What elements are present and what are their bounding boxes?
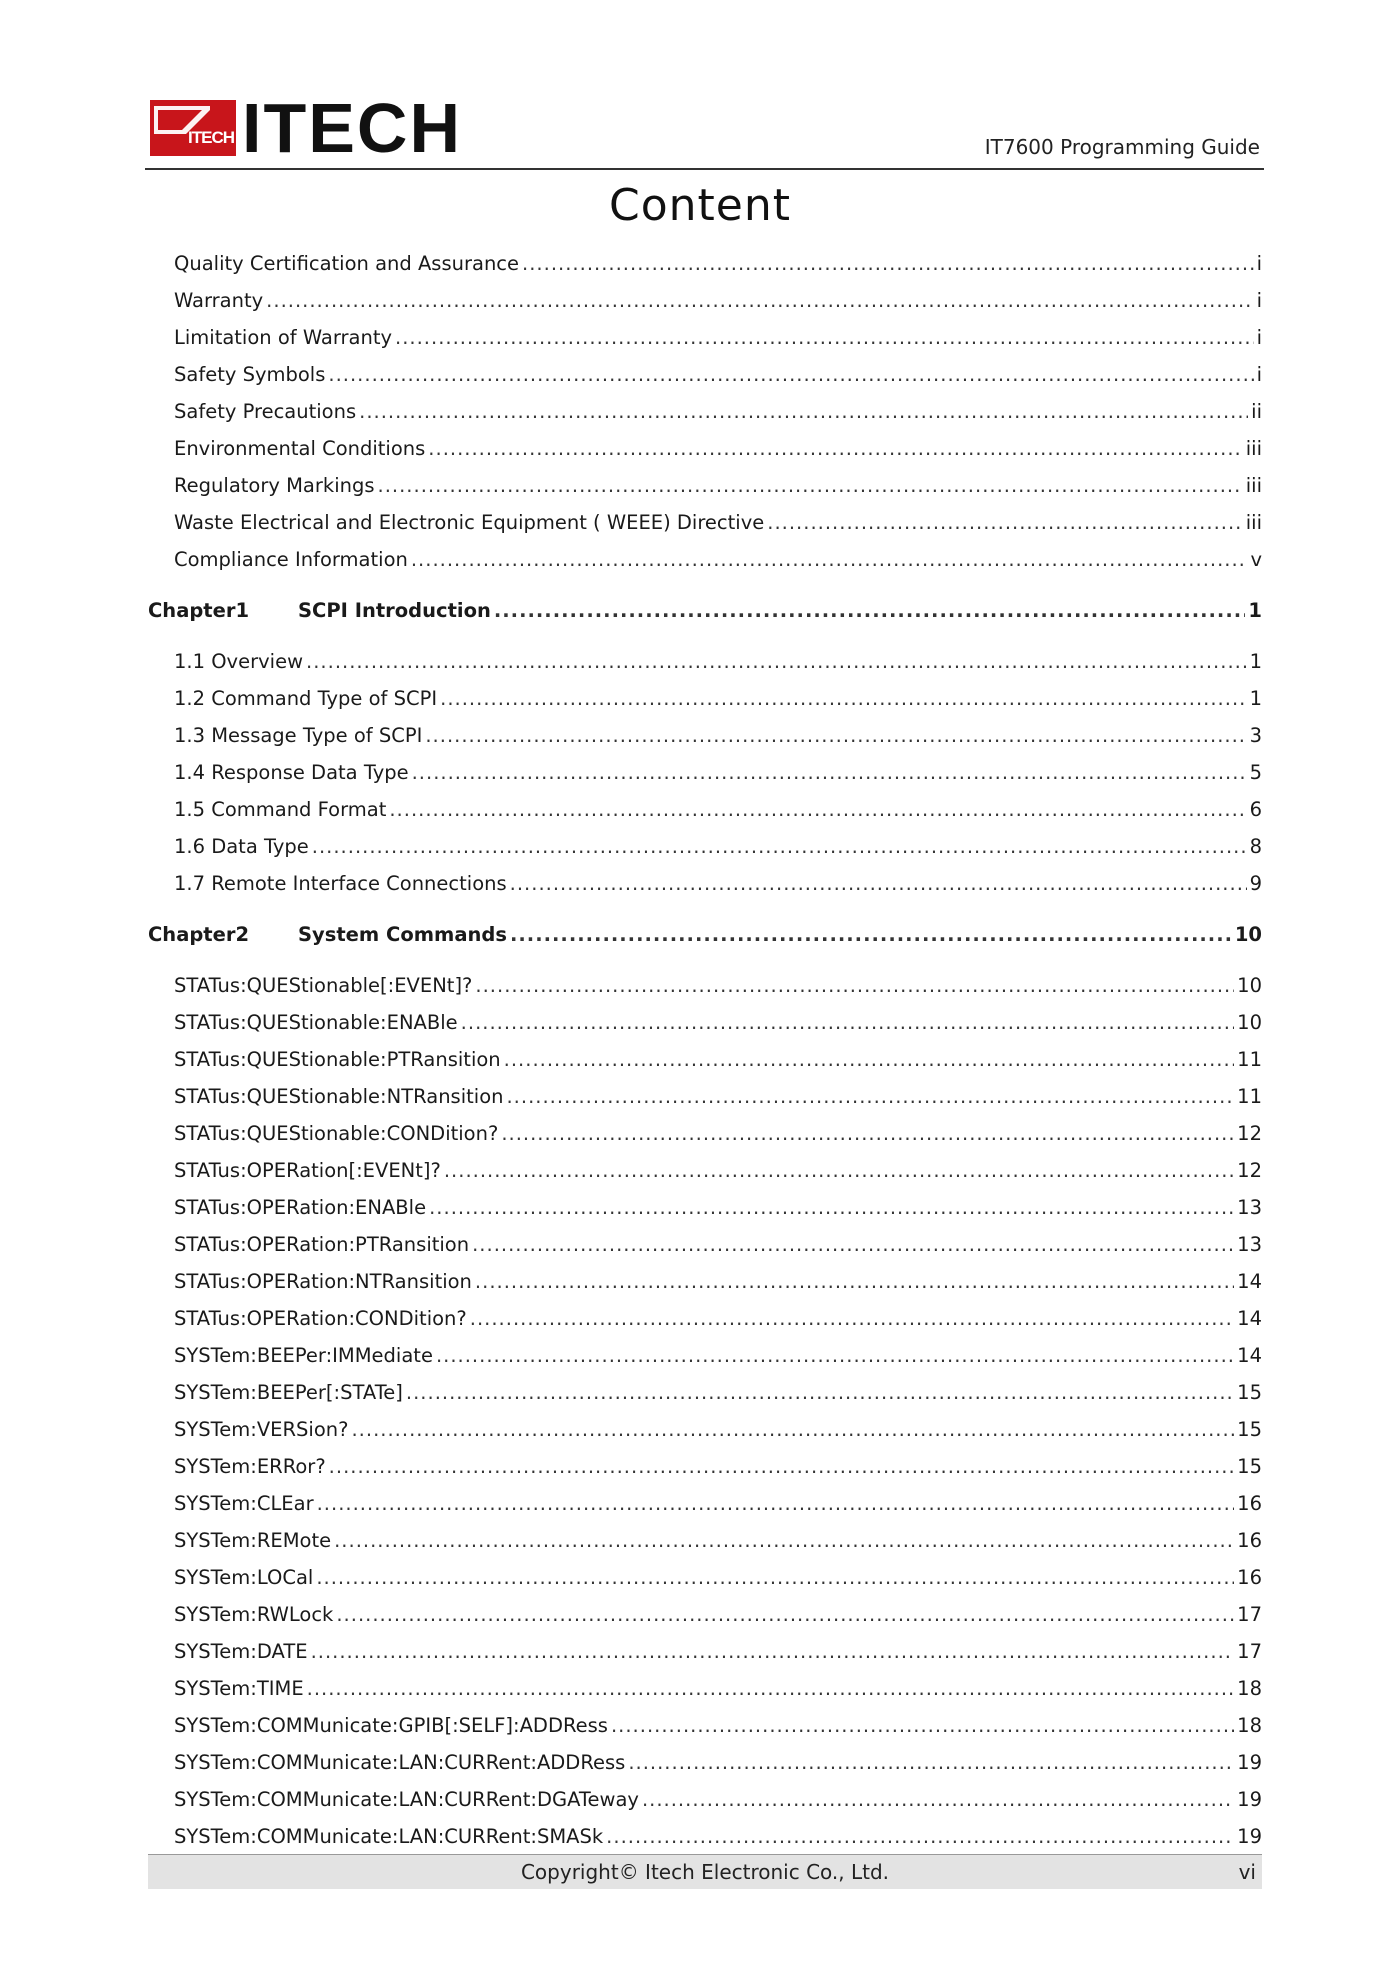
toc-entry[interactable] [148, 1115, 1262, 1152]
toc-entry-label: Regulatory Markings [174, 474, 375, 497]
toc-entry-page: 1 [1248, 599, 1262, 622]
dot-leader [306, 650, 1247, 673]
toc-entry[interactable] [148, 1152, 1262, 1189]
toc-entry[interactable] [148, 393, 1262, 430]
toc-chapter-entry[interactable] [148, 916, 1262, 953]
dot-leader [461, 1011, 1235, 1034]
toc-entry-page: ii [1251, 400, 1262, 423]
page-title: Content [609, 180, 791, 231]
toc-entry-page: 1 [1249, 687, 1262, 710]
toc-entry-page: 16 [1237, 1529, 1262, 1552]
toc-entry-label: SCPI Introduction [298, 599, 491, 622]
page-header [145, 89, 1264, 170]
toc-entry-page: 1 [1249, 650, 1262, 673]
dot-leader [425, 724, 1246, 747]
toc-entry-label: 1.1 Overview [174, 650, 304, 673]
toc-entry[interactable] [148, 865, 1262, 902]
toc-entry[interactable] [148, 1078, 1262, 1115]
dot-leader [611, 1714, 1234, 1737]
toc-entry-page: 15 [1237, 1381, 1262, 1404]
copyright-text: Copyright© Itech Electronic Co., Ltd. [520, 1860, 890, 1884]
dot-leader [329, 1455, 1235, 1478]
toc-entry-page: 18 [1237, 1677, 1262, 1700]
toc-entry-page: 10 [1237, 1011, 1262, 1034]
toc-entry-page: 5 [1249, 761, 1262, 784]
toc-entry-page: 19 [1237, 1825, 1262, 1848]
toc-entry-label: SYSTem:COMMunicate:LAN:CURRent:SMASk [174, 1825, 604, 1848]
toc-entry[interactable] [148, 1337, 1262, 1374]
dot-leader [307, 1677, 1235, 1700]
chapter-number: Chapter2 [148, 923, 250, 946]
dot-leader [395, 326, 1254, 349]
toc-entry[interactable] [148, 1300, 1262, 1337]
chapter-number: Chapter1 [148, 599, 250, 622]
toc-entry[interactable] [148, 1818, 1262, 1855]
toc-entry[interactable] [148, 1522, 1262, 1559]
toc-entry-label: SYSTem:COMMunicate:GPIB[:SELF]:ADDRess [174, 1714, 608, 1737]
toc-entry[interactable] [148, 1411, 1262, 1448]
toc-entry-page: 3 [1249, 724, 1262, 747]
brand-wordmark: ITECH [242, 89, 462, 167]
dot-leader [510, 923, 1232, 946]
toc-entry-page: 12 [1237, 1122, 1262, 1145]
toc-entry-label: 1.5 Command Format [174, 798, 387, 821]
toc-entry-page: 12 [1237, 1159, 1262, 1182]
toc-entry-label: SYSTem:COMMunicate:LAN:CURRent:DGATeway [174, 1788, 639, 1811]
toc-entry[interactable] [148, 1744, 1262, 1781]
toc-entry-page: iii [1245, 511, 1262, 534]
dot-leader [642, 1788, 1234, 1811]
toc-entry-label: SYSTem:LOCal [174, 1566, 314, 1589]
toc-entry-page: iii [1245, 474, 1262, 497]
toc-entry-label: Quality Certification and Assurance [174, 252, 520, 275]
toc-entry-page: 18 [1237, 1714, 1262, 1737]
toc-entry[interactable] [148, 1707, 1262, 1744]
toc-entry-page: 10 [1237, 974, 1262, 997]
dot-leader [311, 1640, 1235, 1663]
table-of-contents [148, 245, 1262, 1855]
toc-entry[interactable] [148, 1670, 1262, 1707]
dot-leader [266, 289, 1253, 312]
toc-entry-label: STATus:OPERation:ENABle [174, 1196, 427, 1219]
dot-leader [506, 1085, 1234, 1108]
toc-entry-label: SYSTem:VERSion? [174, 1418, 349, 1441]
logo-mark-icon [150, 100, 236, 156]
dot-leader [522, 252, 1254, 275]
toc-entry[interactable] [148, 319, 1262, 356]
toc-entry-page: 11 [1237, 1085, 1262, 1108]
dot-leader [494, 599, 1246, 622]
toc-entry-page: 13 [1237, 1233, 1262, 1256]
dot-leader [767, 511, 1242, 534]
dot-leader [444, 1159, 1234, 1182]
toc-entry[interactable] [148, 1041, 1262, 1078]
toc-entry[interactable] [148, 643, 1262, 680]
toc-entry[interactable] [148, 791, 1262, 828]
toc-entry-label: SYSTem:REMote [174, 1529, 332, 1552]
dot-leader [378, 474, 1243, 497]
toc-entry-page: 17 [1237, 1603, 1262, 1626]
toc-entry[interactable] [148, 828, 1262, 865]
itech-logo [150, 89, 462, 167]
dot-leader [336, 1603, 1234, 1626]
dot-leader [510, 872, 1247, 895]
toc-entry-label: STATus:QUEStionable[:EVENt]? [174, 974, 473, 997]
dot-leader [475, 974, 1234, 997]
document-title: IT7600 Programming Guide [984, 135, 1260, 159]
toc-entry-label: 1.3 Message Type of SCPI [174, 724, 423, 747]
toc-entry[interactable] [148, 282, 1262, 319]
dot-leader [411, 548, 1248, 571]
dot-leader [475, 1270, 1234, 1293]
dot-leader [429, 1196, 1234, 1219]
toc-entry-label: STATus:QUEStionable:ENABle [174, 1011, 458, 1034]
toc-entry-page: 6 [1249, 798, 1262, 821]
toc-entry[interactable] [148, 1374, 1262, 1411]
toc-entry-label: SYSTem:TIME [174, 1677, 304, 1700]
toc-entry-page: 14 [1237, 1307, 1262, 1330]
toc-entry-label: Limitation of Warranty [174, 326, 393, 349]
toc-entry-label: STATus:OPERation:CONDition? [174, 1307, 467, 1330]
toc-entry[interactable] [148, 1596, 1262, 1633]
toc-entry-label: STATus:QUEStionable:NTRansition [174, 1085, 504, 1108]
toc-entry-page: 16 [1237, 1492, 1262, 1515]
toc-entry-label: SYSTem:CLEar [174, 1492, 314, 1515]
page-number: vi [1238, 1860, 1256, 1884]
toc-entry[interactable] [148, 680, 1262, 717]
dot-leader [316, 1566, 1234, 1589]
toc-entry[interactable] [148, 430, 1262, 467]
toc-entry-label: STATus:OPERation:NTRansition [174, 1270, 472, 1293]
toc-entry-page: 17 [1237, 1640, 1262, 1663]
toc-entry-label: SYSTem:ERRor? [174, 1455, 326, 1478]
toc-entry-label: Warranty [174, 289, 264, 312]
toc-entry-label: STATus:QUEStionable:PTRansition [174, 1048, 501, 1071]
toc-entry[interactable] [148, 245, 1262, 282]
toc-entry[interactable] [148, 1226, 1262, 1263]
toc-entry-label: STATus:OPERation[:EVENt]? [174, 1159, 441, 1182]
toc-entry-page: 11 [1237, 1048, 1262, 1071]
toc-entry-label: Waste Electrical and Electronic Equipment ( WEEE) Directive [174, 511, 765, 534]
toc-entry-page: 19 [1237, 1788, 1262, 1811]
toc-entry[interactable] [148, 967, 1262, 1004]
toc-entry-page: 9 [1249, 872, 1262, 895]
toc-entry-label: STATus:QUEStionable:CONDition? [174, 1122, 499, 1145]
toc-entry[interactable] [148, 504, 1262, 541]
toc-entry-page: i [1256, 289, 1262, 312]
toc-entry-page: iii [1245, 437, 1262, 460]
dot-leader [412, 761, 1247, 784]
toc-entry-label: Compliance Information [174, 548, 408, 571]
toc-entry[interactable] [148, 1485, 1262, 1522]
toc-entry[interactable] [148, 1263, 1262, 1300]
toc-entry[interactable] [148, 754, 1262, 791]
dot-leader [470, 1307, 1234, 1330]
toc-entry-label: 1.6 Data Type [174, 835, 309, 858]
toc-entry-page: 14 [1237, 1270, 1262, 1293]
dot-leader [504, 1048, 1235, 1071]
toc-chapter-entry[interactable] [148, 592, 1262, 629]
toc-entry[interactable] [148, 1781, 1262, 1818]
toc-entry-label: 1.2 Command Type of SCPI [174, 687, 438, 710]
toc-entry[interactable] [148, 1559, 1262, 1596]
toc-entry[interactable] [148, 1189, 1262, 1226]
toc-entry-page: 8 [1249, 835, 1262, 858]
dot-leader [351, 1418, 1234, 1441]
toc-entry[interactable] [148, 1633, 1262, 1670]
toc-entry-label: 1.4 Response Data Type [174, 761, 409, 784]
dot-leader [389, 798, 1246, 821]
toc-entry-label: SYSTem:COMMunicate:LAN:CURRent:ADDRess [174, 1751, 626, 1774]
toc-entry-page: 10 [1234, 923, 1262, 946]
dot-leader [436, 1344, 1234, 1367]
toc-entry-label: Safety Precautions [174, 400, 357, 423]
toc-entry-label: SYSTem:BEEPer[:STATe] [174, 1381, 403, 1404]
toc-entry-page: 15 [1237, 1455, 1262, 1478]
toc-entry-label: System Commands [298, 923, 507, 946]
dot-leader [428, 437, 1242, 460]
toc-entry-label: SYSTem:BEEPer:IMMediate [174, 1344, 433, 1367]
toc-entry-label: SYSTem:RWLock [174, 1603, 334, 1626]
toc-entry-page: 14 [1237, 1344, 1262, 1367]
dot-leader [472, 1233, 1234, 1256]
dot-leader [317, 1492, 1235, 1515]
toc-entry-page: v [1250, 548, 1262, 571]
toc-entry-label: STATus:OPERation:PTRansition [174, 1233, 470, 1256]
toc-entry[interactable] [148, 356, 1262, 393]
dot-leader [440, 687, 1246, 710]
toc-entry-label: Safety Symbols [174, 363, 326, 386]
toc-entry[interactable] [148, 467, 1262, 504]
dot-leader [628, 1751, 1234, 1774]
toc-entry[interactable] [148, 541, 1262, 578]
dot-leader [328, 363, 1253, 386]
toc-entry-page: 13 [1237, 1196, 1262, 1219]
toc-entry[interactable] [148, 1004, 1262, 1041]
toc-entry[interactable] [148, 1448, 1262, 1485]
toc-entry-label: SYSTem:DATE [174, 1640, 308, 1663]
dot-leader [406, 1381, 1234, 1404]
logo-mark-text: ITECH [188, 128, 234, 147]
toc-entry-label: 1.7 Remote Interface Connections [174, 872, 507, 895]
toc-entry-page: i [1256, 326, 1262, 349]
dot-leader [606, 1825, 1234, 1848]
toc-entry-page: 16 [1237, 1566, 1262, 1589]
toc-entry[interactable] [148, 717, 1262, 754]
toc-entry-label: Environmental Conditions [174, 437, 426, 460]
toc-entry-page: i [1256, 363, 1262, 386]
dot-leader [312, 835, 1247, 858]
toc-entry-page: 19 [1237, 1751, 1262, 1774]
dot-leader [359, 400, 1248, 423]
toc-entry-page: 15 [1237, 1418, 1262, 1441]
dot-leader [334, 1529, 1234, 1552]
page-footer [148, 1854, 1262, 1889]
toc-entry-page: i [1256, 252, 1262, 275]
dot-leader [501, 1122, 1234, 1145]
